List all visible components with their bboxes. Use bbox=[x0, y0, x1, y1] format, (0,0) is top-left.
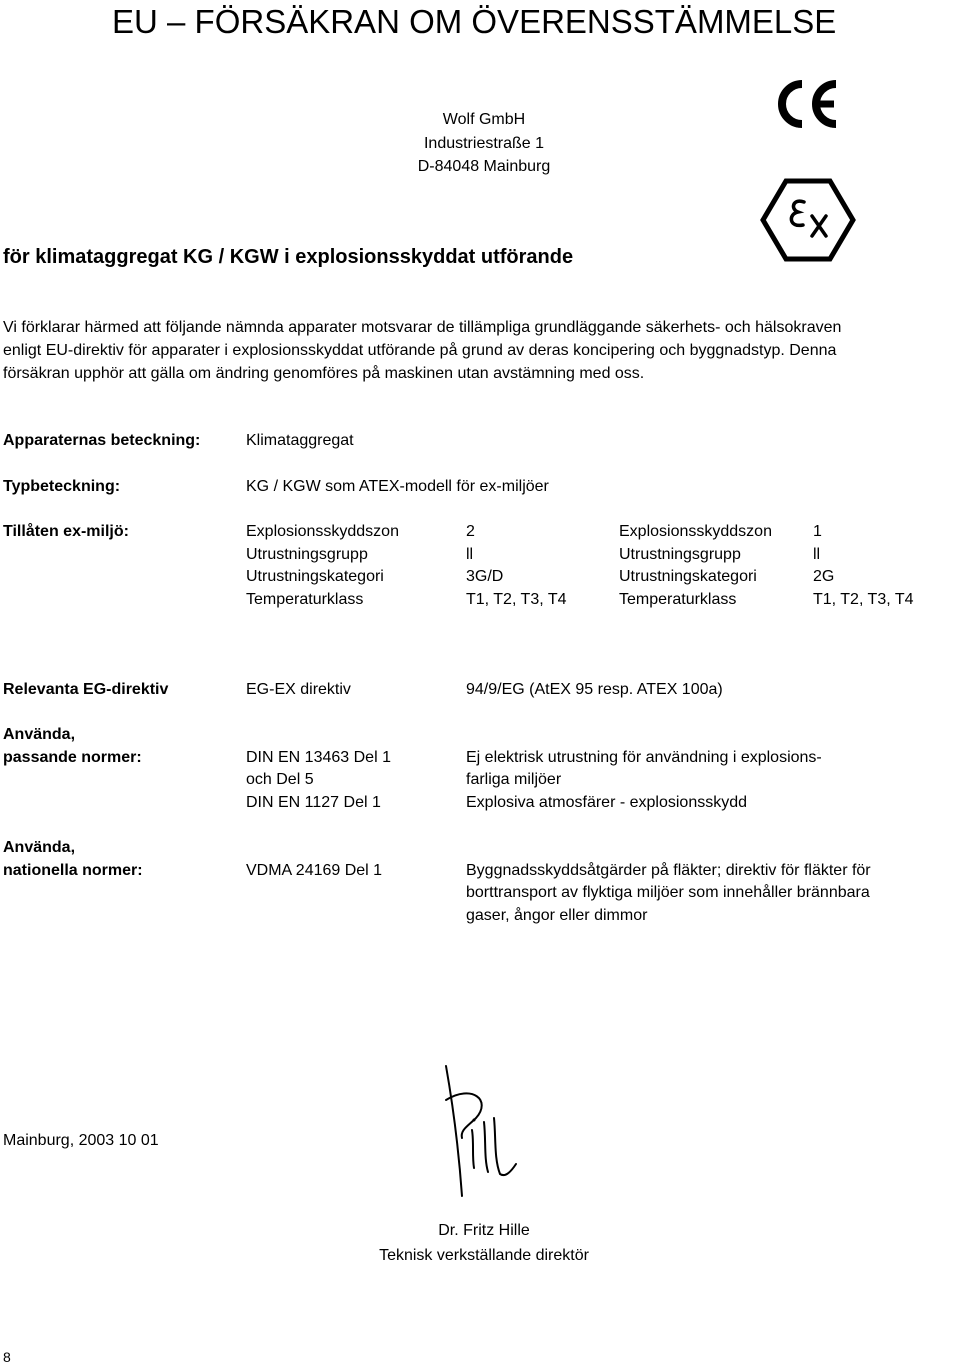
place-date: Mainburg, 2003 10 01 bbox=[3, 1132, 159, 1149]
directive-value: 94/9/EG (AtEX 95 resp. ATEX 100a) bbox=[466, 681, 723, 698]
type-label: Typbeteckning: bbox=[3, 478, 121, 495]
norm-description: Explosiva atmosfärer - explosionsskydd bbox=[466, 794, 748, 811]
declaration-text bbox=[3, 316, 960, 385]
document-subtitle: för klimataggregat KG / KGW i explosionsskyddat utförande bbox=[3, 246, 574, 268]
national-norm-description: Byggnadsskyddsåtgärder på fläkter; direktiv för fläkter för bbox=[466, 862, 871, 879]
signatory-title: Teknisk verkställande direktör bbox=[379, 1247, 589, 1264]
norm-description: Ej elektrisk utrustning för användning i explosions- bbox=[466, 749, 822, 766]
ex-explosion-protection-icon bbox=[760, 178, 856, 262]
norm-standard: och Del 5 bbox=[246, 771, 314, 788]
ex-cell: T1, T2, T3, T4 bbox=[466, 591, 567, 608]
ex-cell: T1, T2, T3, T4 bbox=[813, 591, 914, 608]
ex-cell: Explosionsskyddszon bbox=[246, 523, 399, 540]
page-number: 8 bbox=[3, 1349, 11, 1365]
declaration-line: Vi förklarar härmed att följande nämnda apparater motsvarar de tillämpliga grundläggande säkerhets- och hälsokraven bbox=[3, 319, 842, 336]
ex-cell: 2 bbox=[466, 523, 475, 540]
manufacturer-city: D-84048 Mainburg bbox=[417, 158, 551, 175]
declaration-line: försäkran upphör att gälla om ändring genomföres på maskinen utan avstämning med oss. bbox=[3, 365, 645, 382]
national-norm-standard: VDMA 24169 Del 1 bbox=[246, 862, 383, 879]
national-norm-description: borttransport av flyktiga miljöer som innehåller brännbara bbox=[466, 884, 870, 901]
ex-cell: 3G/D bbox=[466, 568, 504, 585]
ex-environment-label: Tillåten ex-miljö: bbox=[3, 523, 129, 540]
ex-cell: Utrustningskategori bbox=[619, 568, 757, 585]
declaration-line: enligt EU-direktiv för apparater i explosionsskyddat utförande på grund av deras koncipering och byggnadstyp. Denna bbox=[3, 342, 837, 359]
norm-standard: DIN EN 1127 Del 1 bbox=[246, 794, 381, 811]
signature-image bbox=[432, 1060, 524, 1204]
signatory-name: Dr. Fritz Hille bbox=[438, 1222, 530, 1239]
national-norm-description: gaser, ångor eller dimmor bbox=[466, 907, 648, 924]
norm-standard: DIN EN 13463 Del 1 bbox=[246, 749, 391, 766]
ex-cell: ll bbox=[466, 546, 474, 563]
national-norms-label: nationella normer: bbox=[3, 862, 143, 879]
designation-value: Klimataggregat bbox=[246, 432, 354, 449]
ex-cell: Utrustningsgrupp bbox=[246, 546, 368, 563]
norm-description: farliga miljöer bbox=[466, 771, 562, 788]
ex-cell: 2G bbox=[813, 568, 835, 585]
ex-cell: Utrustningskategori bbox=[246, 568, 384, 585]
ex-cell: ll bbox=[813, 546, 821, 563]
directives-label: Relevanta EG-direktiv bbox=[3, 681, 169, 698]
harmonized-norms-label: Använda, bbox=[3, 726, 76, 743]
harmonized-norms-label: passande normer: bbox=[3, 749, 142, 766]
ce-mark-icon bbox=[772, 76, 844, 132]
type-value: KG / KGW som ATEX-modell för ex-miljöer bbox=[246, 478, 549, 495]
manufacturer-name: Wolf GmbH bbox=[442, 111, 526, 128]
document-title: EU – FÖRSÄKRAN OM ÖVERENSSTÄMMELSE bbox=[112, 3, 837, 40]
directive-name: EG-EX direktiv bbox=[246, 681, 351, 698]
manufacturer-street: Industriestraße 1 bbox=[423, 135, 545, 152]
ex-cell: Temperaturklass bbox=[619, 591, 737, 608]
ex-cell: Explosionsskyddszon bbox=[619, 523, 772, 540]
designation-label: Apparaternas beteckning: bbox=[3, 432, 201, 449]
ex-cell: 1 bbox=[813, 523, 822, 540]
ex-cell: Temperaturklass bbox=[246, 591, 364, 608]
ex-cell: Utrustningsgrupp bbox=[619, 546, 741, 563]
national-norms-label: Använda, bbox=[3, 839, 76, 856]
